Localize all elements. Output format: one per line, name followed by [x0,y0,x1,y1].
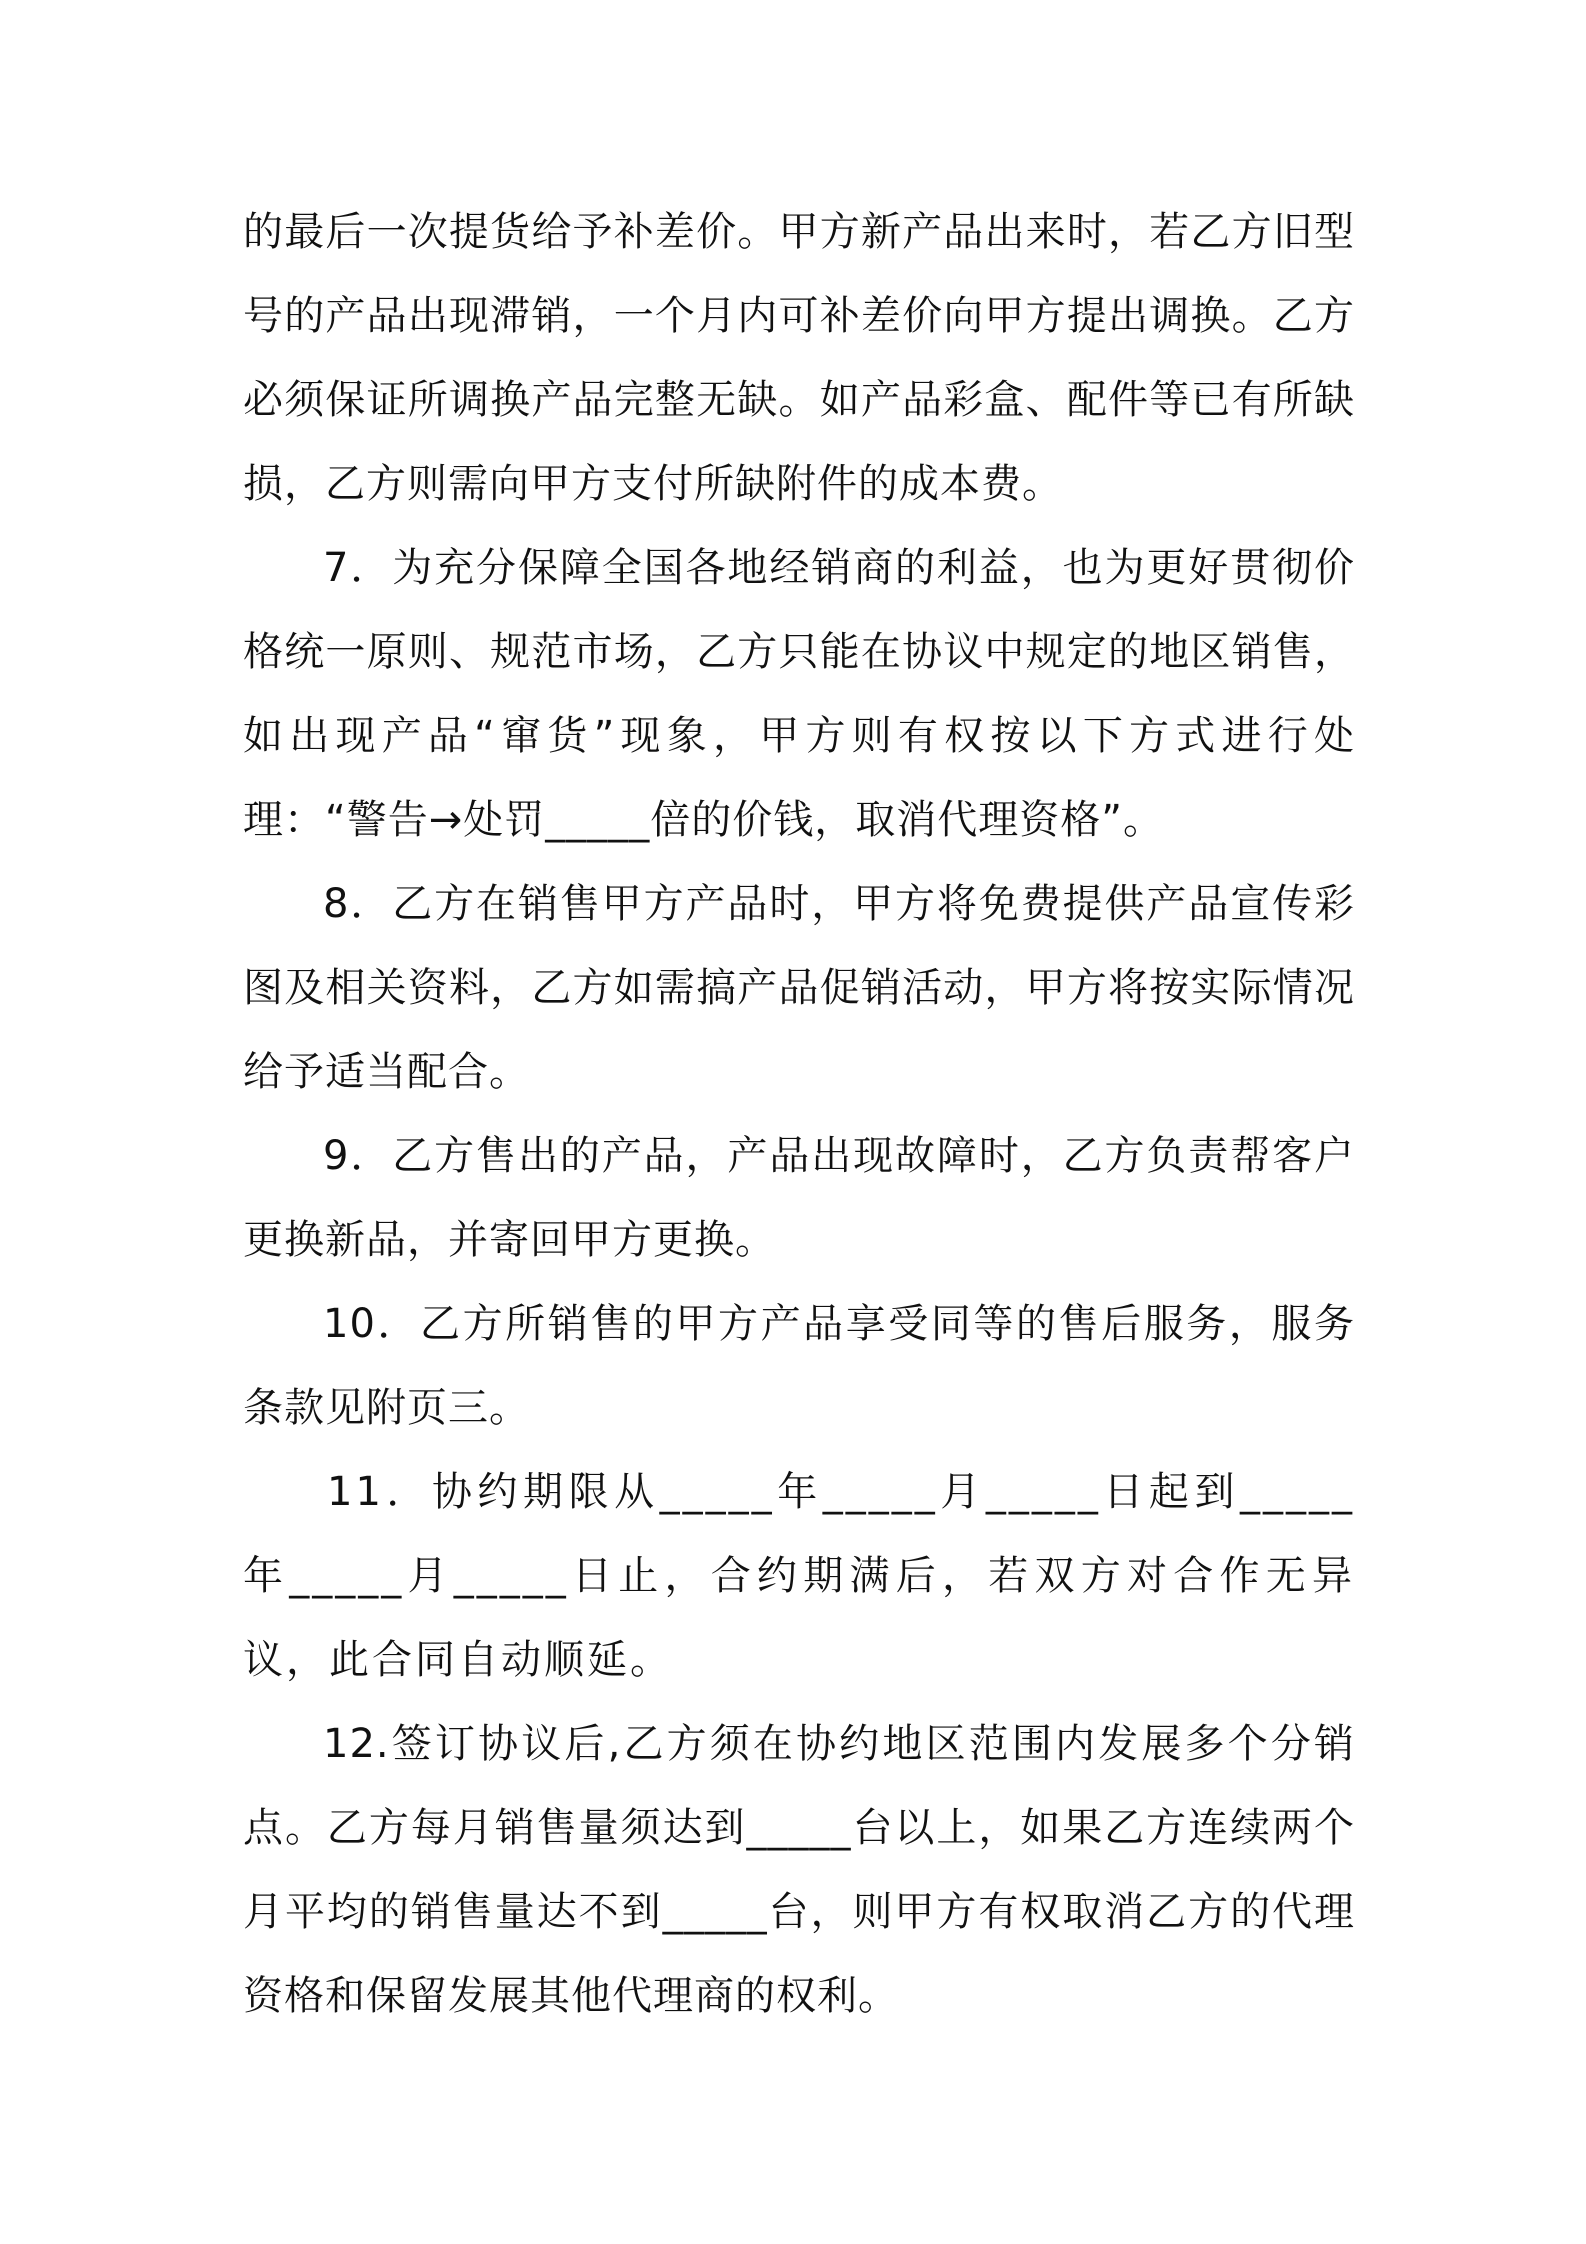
paragraph-clause-12: 12.签订协议后,乙方须在协约地区范围内发展多个分销点。乙方每月销售量须达到_____台以上，如果乙方连续两个月平均的销售量达不到_____台，则甲方有权取消乙方的代理资格和保留发展其他代理商的权利。 [243,1721,1355,2019]
paragraph-clause-9: 9．乙方售出的产品，产品出现故障时，乙方负责帮客户更换新品，并寄回甲方更换。 [243,1133,1355,1263]
paragraph-clause-8: 8．乙方在销售甲方产品时，甲方将免费提供产品宣传彩图及相关资料，乙方如需搞产品促销活动，甲方将按实际情况给予适当配合。 [243,881,1355,1095]
paragraph-clause-11: 11．协约期限从_____年_____月_____日起到_____年_____月_____日止，合约期满后，若双方对合作无异议，此合同自动顺延。 [243,1469,1355,1683]
contract-text [243,190,1355,2038]
paragraph-clause-7: 7．为充分保障全国各地经销商的利益，也为更好贯彻价格统一原则、规范市场，乙方只能在协议中规定的地区销售，如出现产品“窜货”现象，甲方则有权按以下方式进行处理：“警告→处罚_____倍的价钱，取消代理资格”。 [243,545,1355,843]
paragraph-clause-10: 10．乙方所销售的甲方产品享受同等的售后服务，服务条款见附页三。 [243,1301,1355,1431]
paragraph-continuation: 的最后一次提货给予补差价。甲方新产品出来时，若乙方旧型号的产品出现滞销，一个月内可补差价向甲方提出调换。乙方必须保证所调换产品完整无缺。如产品彩盒、配件等已有所缺损，乙方则需向甲方支付所缺附件的成本费。 [243,209,1355,507]
